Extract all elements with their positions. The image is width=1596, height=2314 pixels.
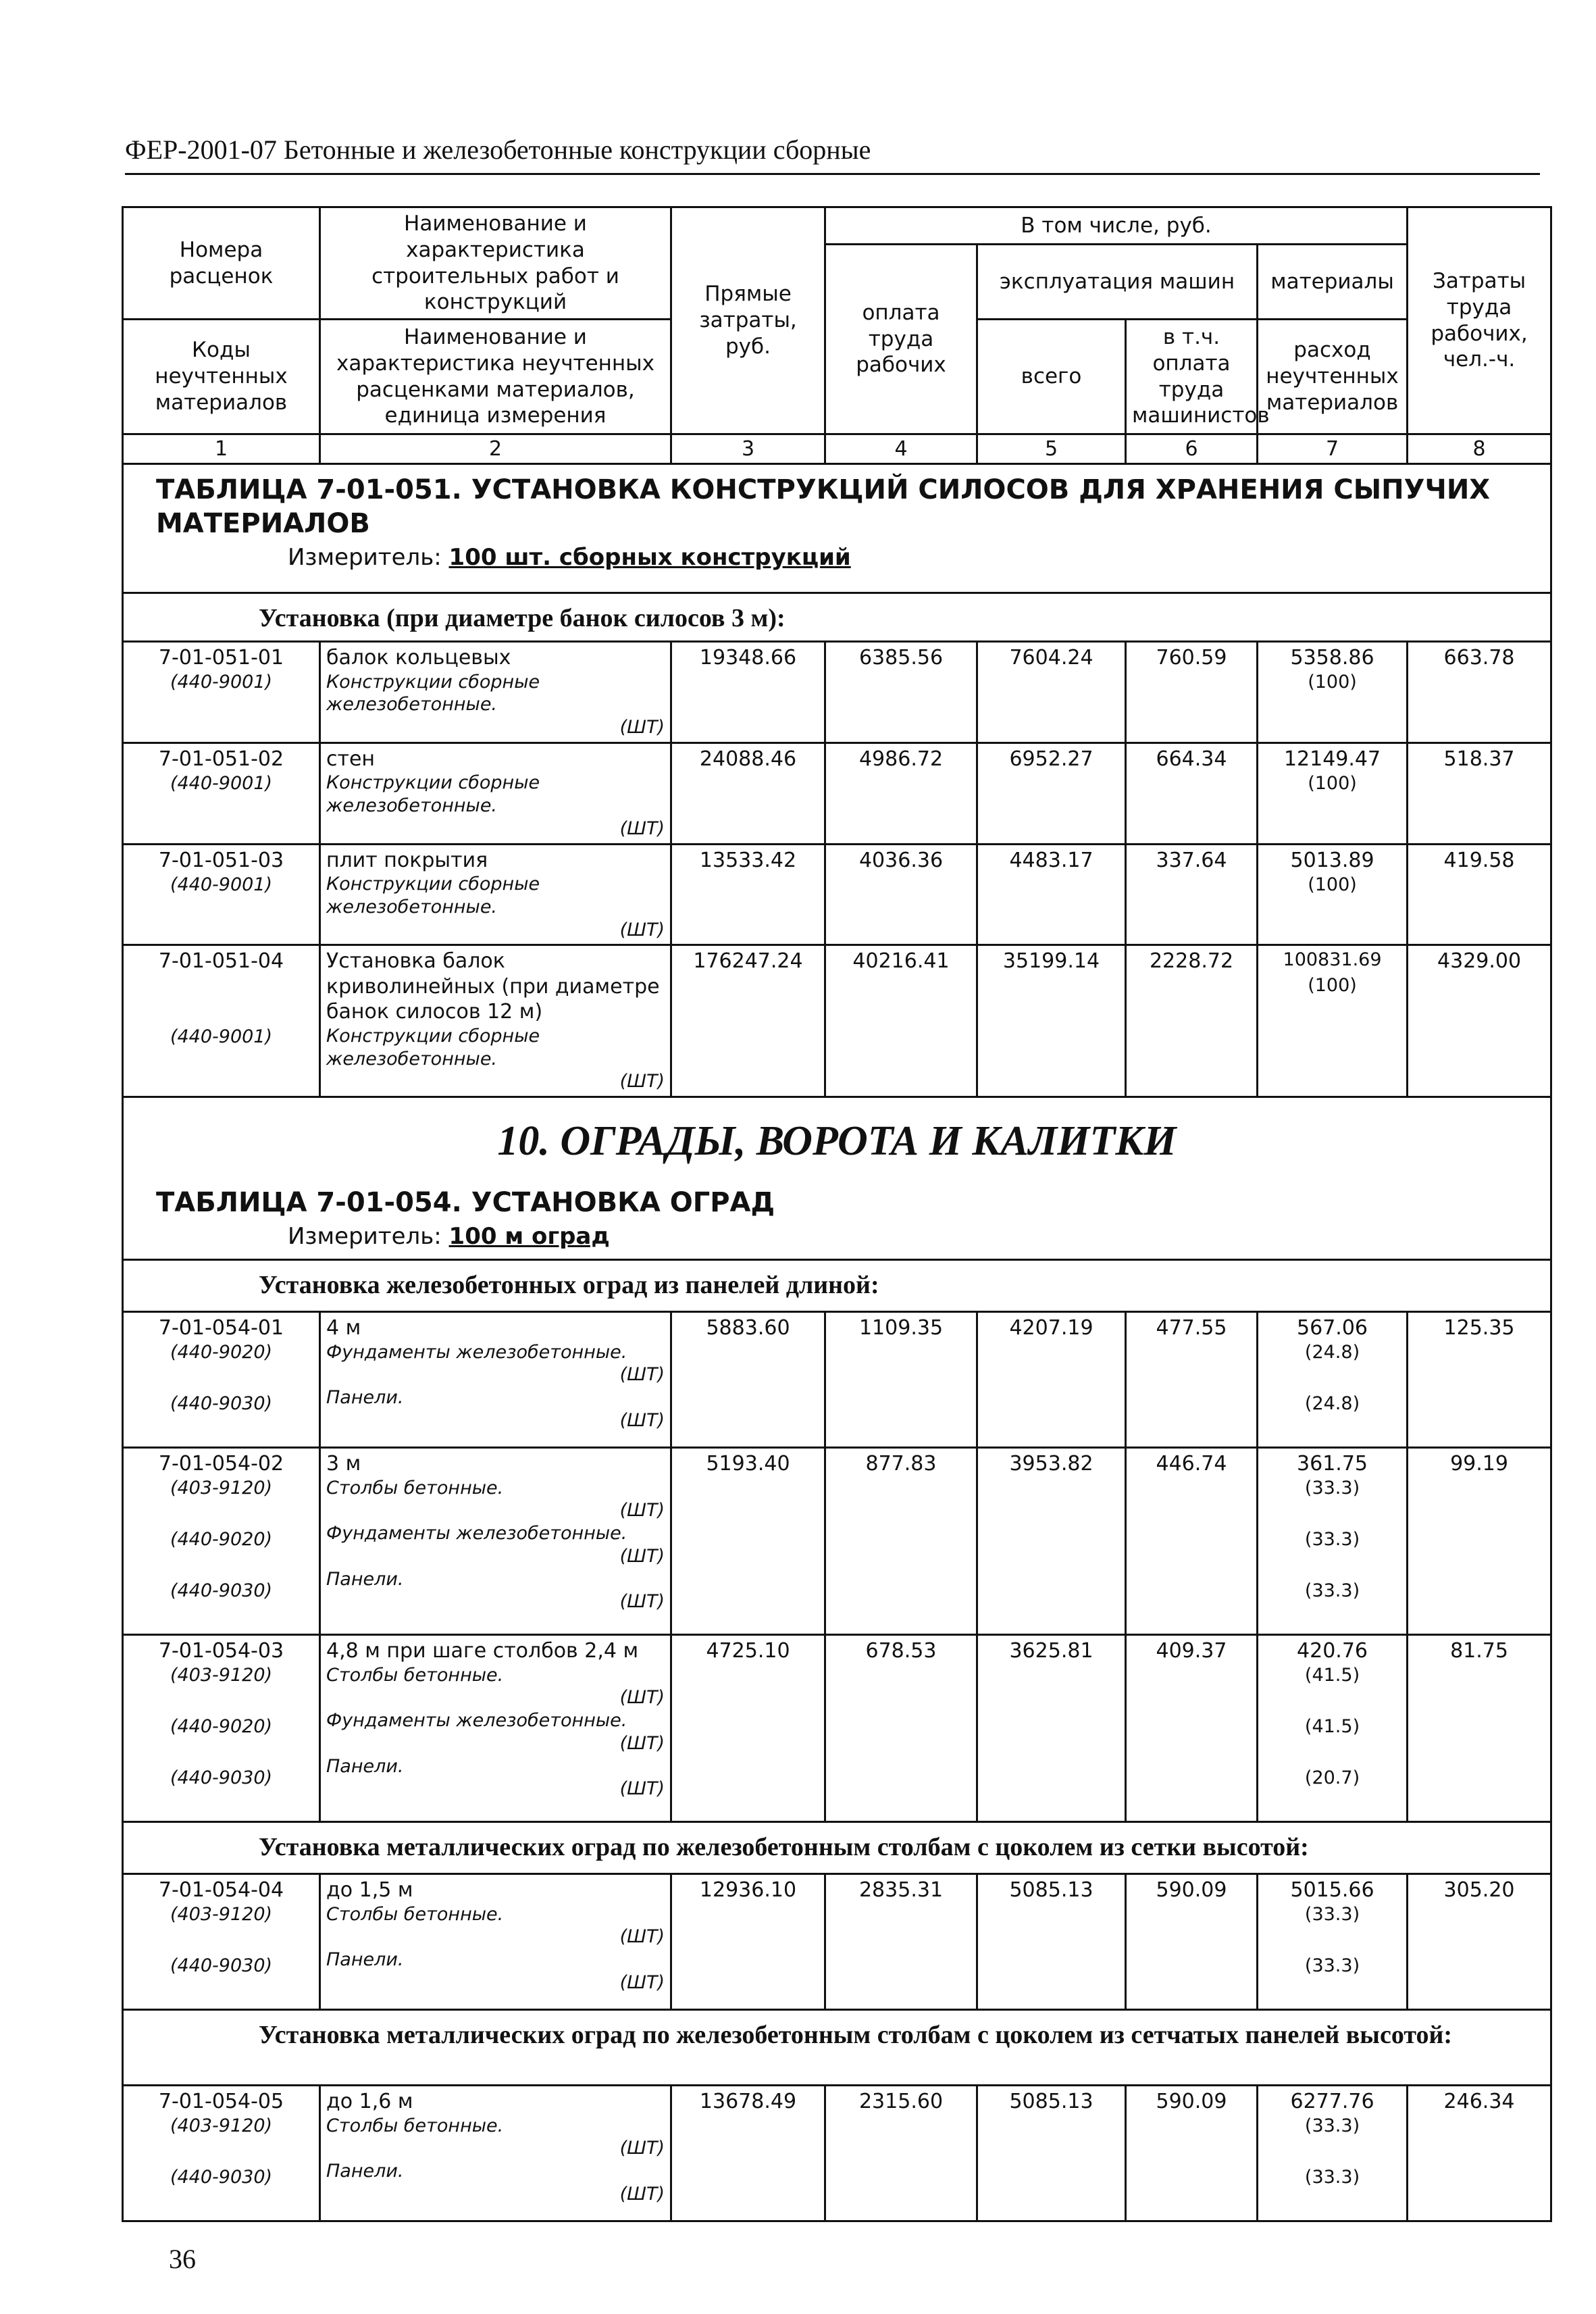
material-quantity: (33.3) [1304, 1478, 1360, 1499]
materials-cost: 567.06 [1297, 1316, 1368, 1340]
subheading-2 [123, 1822, 1551, 1874]
work-description-cell [320, 1635, 671, 1822]
table-head [123, 207, 1551, 464]
subheading: Установка металлических оград по железобетонным столбам с цоколем из сетки высотой: [123, 1822, 1551, 1874]
meter-value: 100 м оград [448, 1222, 610, 1250]
material-quantity: (100) [1308, 975, 1357, 997]
material-unit: (ШТ) [619, 2183, 665, 2205]
material-unit: (ШТ) [619, 1364, 665, 1386]
material-code: (440-9001) [170, 672, 273, 693]
value-labor: 4986.72 [825, 743, 977, 844]
col-num: 4 [825, 434, 977, 464]
value-mach: 35199.14 [977, 945, 1126, 1097]
material-quantity: (33.3) [1304, 2115, 1360, 2136]
rate-code: 7-01-051-02 [158, 747, 284, 771]
head-rate-numbers: Номера расценок [123, 207, 320, 320]
meter [288, 1222, 1538, 1251]
value-mach-labor: 337.64 [1126, 844, 1258, 945]
value-labor: 6385.56 [825, 642, 977, 743]
head-work-name: Наименование и характеристика строительных работ и конструкций [320, 207, 671, 320]
work-description-cell [320, 1874, 671, 2010]
work-description-cell [320, 2086, 671, 2221]
material-name: Фундаменты железобетонные. [326, 1523, 627, 1544]
materials-cost: 5015.66 [1290, 1878, 1374, 1902]
materials-cost: 420.76 [1297, 1639, 1368, 1663]
head-material-name: Наименование и характеристика неучтенных расценками материалов, единица измерения [320, 320, 671, 434]
material-code: (403-9120) [170, 1904, 273, 1925]
material-name: Столбы бетонные. [326, 1477, 504, 1499]
table-row [123, 1448, 1551, 1635]
material-unit: (ШТ) [619, 1071, 665, 1092]
materials-cell [1258, 1635, 1408, 1822]
materials-cost: 361.75 [1297, 1452, 1368, 1476]
work-description-cell [320, 1448, 671, 1635]
column-numbers [123, 434, 1551, 464]
material-quantity: (24.8) [1304, 1342, 1360, 1363]
material-name: Панели. [326, 1387, 404, 1408]
material-name: Панели. [326, 2161, 404, 2182]
labor-hours: 125.35 [1408, 1312, 1551, 1448]
work-name: Установка балок криволинейных (при диаметре банок силосов 12 м) [326, 949, 660, 1024]
meter-label: Измеритель: [288, 544, 442, 571]
value-mach-labor: 760.59 [1126, 642, 1258, 743]
value-labor: 2835.31 [825, 1874, 977, 2010]
table-row [123, 1312, 1551, 1448]
value-mach: 4207.19 [977, 1312, 1126, 1448]
material-name: Панели. [326, 1755, 404, 1777]
value-direct: 4725.10 [671, 1635, 825, 1822]
value-labor: 2315.60 [825, 2086, 977, 2221]
table-title: ТАБЛИЦА 7-01-054. УСТАНОВКА ОГРАД [156, 1186, 775, 1218]
material-code: (440-9030) [170, 1955, 273, 1976]
table-7-01-051 [123, 464, 1551, 642]
material-name: Столбы бетонные. [326, 1664, 504, 1686]
work-name: 4,8 м при шаге столбов 2,4 м [326, 1639, 639, 1663]
work-name: 3 м [326, 1452, 361, 1476]
material-unit: (ШТ) [619, 717, 665, 738]
rate-code-cell [123, 1635, 320, 1822]
materials-cost: 6277.76 [1290, 2090, 1374, 2113]
head-worker-pay: оплата труда рабочих [825, 245, 977, 434]
work-description-cell [320, 945, 671, 1097]
material-quantity: (33.3) [1304, 1580, 1360, 1601]
value-mach-labor: 446.74 [1126, 1448, 1258, 1635]
material-unit: (ШТ) [619, 1778, 665, 1800]
section-block [123, 1097, 1551, 1260]
head-direct-costs: Прямые затраты, руб. [671, 207, 825, 434]
table-row [123, 945, 1551, 1097]
material-name: Панели. [326, 1949, 404, 1970]
material-code: (440-9020) [170, 1342, 273, 1363]
material-unit: (ШТ) [619, 1687, 665, 1709]
material-unit: (ШТ) [619, 1971, 665, 1993]
material-code: (440-9001) [170, 772, 273, 794]
material-code: (440-9030) [170, 1767, 273, 1788]
col-num: 5 [977, 434, 1126, 464]
table-row [123, 1635, 1551, 1822]
rate-code: 7-01-054-05 [158, 2090, 284, 2113]
material-quantity: (33.3) [1304, 1955, 1360, 1976]
meter-value: 100 шт. сборных конструкций [448, 544, 851, 571]
materials-cell [1258, 844, 1408, 945]
value-direct: 13678.49 [671, 2086, 825, 2221]
materials-cost: 100831.69 [1283, 949, 1382, 971]
value-direct: 12936.10 [671, 1874, 825, 2010]
value-mach-labor: 409.37 [1126, 1635, 1258, 1822]
rate-code-cell [123, 2086, 320, 2221]
table-row [123, 743, 1551, 844]
spacer [129, 974, 313, 1000]
value-labor: 40216.41 [825, 945, 977, 1097]
rate-code-cell [123, 1312, 320, 1448]
work-name: 4 м [326, 1316, 361, 1340]
labor-hours: 246.34 [1408, 2086, 1551, 2221]
rate-code: 7-01-051-04 [158, 949, 284, 974]
rows-7-01-054-05 [123, 2086, 1551, 2221]
material-quantity: (41.5) [1304, 1716, 1360, 1737]
col-num: 1 [123, 434, 320, 464]
rate-code: 7-01-054-03 [158, 1639, 284, 1663]
materials-cost: 12149.47 [1283, 747, 1381, 771]
value-mach-labor: 590.09 [1126, 1874, 1258, 2010]
value-mach-labor: 590.09 [1126, 2086, 1258, 2221]
material-name: Фундаменты железобетонные. [326, 1710, 627, 1731]
material-quantity: (100) [1308, 874, 1357, 895]
materials-cost: 5013.89 [1290, 848, 1374, 872]
page-number: 36 [169, 2244, 196, 2274]
materials-cell [1258, 642, 1408, 743]
subheading: Установка (при диаметре банок силосов 3 м): [123, 593, 1551, 642]
work-description-cell [320, 1312, 671, 1448]
material-code: (403-9120) [170, 2115, 273, 2136]
rate-code-cell [123, 1448, 320, 1635]
meter [288, 543, 1538, 572]
head-material-codes: Коды неучтенных материалов [123, 320, 320, 434]
subheading: Установка железобетонных оград из панелей длиной: [123, 1260, 1551, 1312]
material-name: Конструкции сборные железобетонные. [326, 772, 540, 816]
value-mach: 6952.27 [977, 743, 1126, 844]
material-code: (440-9020) [170, 1529, 273, 1550]
material-quantity: (24.8) [1304, 1393, 1360, 1414]
work-description-cell [320, 743, 671, 844]
material-quantity: (41.5) [1304, 1665, 1360, 1686]
head-machines: эксплуатация машин [977, 245, 1258, 320]
material-unit: (ШТ) [619, 2138, 665, 2159]
rate-code-cell [123, 642, 320, 743]
value-direct: 19348.66 [671, 642, 825, 743]
material-code: (440-9001) [170, 1026, 273, 1048]
value-mach-labor: 664.34 [1126, 743, 1258, 844]
materials-cell [1258, 2086, 1408, 2221]
rate-code-cell [123, 1874, 320, 2010]
materials-cell [1258, 1312, 1408, 1448]
rate-code: 7-01-054-01 [158, 1316, 284, 1340]
material-quantity: (100) [1308, 772, 1357, 794]
rows-7-01-054-03 [123, 1635, 1551, 1822]
col-num: 2 [320, 434, 671, 464]
price-table [122, 206, 1552, 2222]
material-name: Конструкции сборные железобетонные. [326, 671, 540, 715]
rate-code: 7-01-054-02 [158, 1452, 284, 1476]
material-quantity: (33.3) [1304, 1904, 1360, 1925]
value-labor: 877.83 [825, 1448, 977, 1635]
table-row [123, 844, 1551, 945]
value-mach: 4483.17 [977, 844, 1126, 945]
table-title-block [123, 464, 1551, 593]
head-machines-total: всего [977, 320, 1126, 434]
value-direct: 5193.40 [671, 1448, 825, 1635]
rate-code: 7-01-051-03 [158, 848, 284, 872]
col-num: 6 [1126, 434, 1258, 464]
material-unit: (ШТ) [619, 1591, 665, 1613]
table-7-01-054 [123, 1097, 1551, 1312]
head-operator-pay: в т.ч. оплата труда машинистов [1126, 320, 1258, 434]
material-name: Панели. [326, 1568, 404, 1590]
labor-hours: 663.78 [1408, 642, 1551, 743]
value-mach-labor: 477.55 [1126, 1312, 1258, 1448]
work-name: до 1,5 м [326, 1878, 413, 1902]
material-quantity: (33.3) [1304, 1529, 1360, 1550]
value-mach: 3953.82 [977, 1448, 1126, 1635]
rows-7-01-051 [123, 642, 1551, 1097]
rate-code: 7-01-051-01 [158, 646, 284, 670]
section-title: 10. ОГРАДЫ, ВОРОТА И КАЛИТКИ [497, 1118, 1177, 1164]
head-including: В том числе, руб. [825, 207, 1408, 245]
rows-7-01-054-02 [123, 1448, 1551, 1635]
col-num: 8 [1408, 434, 1551, 464]
labor-hours: 518.37 [1408, 743, 1551, 844]
value-mach: 3625.81 [977, 1635, 1126, 1822]
material-code: (403-9120) [170, 1478, 273, 1499]
labor-hours: 4329.00 [1408, 945, 1551, 1097]
material-unit: (ШТ) [619, 1926, 665, 1948]
material-unit: (ШТ) [619, 1500, 665, 1521]
head-materials: материалы [1258, 245, 1408, 320]
material-quantity: (20.7) [1304, 1767, 1360, 1788]
value-mach: 7604.24 [977, 642, 1126, 743]
table-title: ТАБЛИЦА 7-01-051. УСТАНОВКА КОНСТРУКЦИЙ СИЛОСОВ ДЛЯ ХРАНЕНИЯ СЫПУЧИХ МАТЕРИАЛОВ [156, 474, 1491, 539]
work-description-cell [320, 642, 671, 743]
subheading-3 [123, 2010, 1551, 2086]
material-name: Конструкции сборные железобетонные. [326, 1025, 540, 1070]
spacer [129, 1000, 313, 1026]
material-code: (440-9020) [170, 1716, 273, 1737]
rate-code-cell [123, 945, 320, 1097]
rate-code: 7-01-054-04 [158, 1878, 284, 1902]
rate-code-cell [123, 743, 320, 844]
value-labor: 4036.36 [825, 844, 977, 945]
value-mach-labor: 2228.72 [1126, 945, 1258, 1097]
value-labor: 1109.35 [825, 1312, 977, 1448]
materials-cell [1258, 743, 1408, 844]
material-unit: (ШТ) [619, 919, 665, 940]
value-direct: 5883.60 [671, 1312, 825, 1448]
header-rule [125, 173, 1540, 175]
table-row [123, 2086, 1551, 2221]
table-row [123, 642, 1551, 743]
material-code: (440-9030) [170, 2167, 273, 2188]
materials-cell [1258, 945, 1408, 1097]
labor-hours: 81.75 [1408, 1635, 1551, 1822]
value-mach: 5085.13 [977, 1874, 1126, 2010]
material-code: (440-9001) [170, 874, 273, 895]
col-num: 7 [1258, 434, 1408, 464]
materials-cost: 5358.86 [1290, 646, 1374, 670]
material-name: Фундаменты железобетонные. [326, 1341, 627, 1363]
work-description-cell [320, 844, 671, 945]
head-unaccounted-materials: расход неучтенных материалов [1258, 320, 1408, 434]
labor-hours: 99.19 [1408, 1448, 1551, 1635]
material-code: (440-9030) [170, 1580, 273, 1601]
subheading: Установка металлических оград по железобетонным столбам с цоколем из сетчатых панелей высотой: [123, 2010, 1551, 2086]
material-unit: (ШТ) [619, 1732, 665, 1754]
head-labor-hours: Затраты труда рабочих, чел.-ч. [1408, 207, 1551, 434]
page-header: ФЕР-2001-07 Бетонные и железобетонные конструкции сборные [125, 134, 871, 165]
value-direct: 176247.24 [671, 945, 825, 1097]
value-direct: 24088.46 [671, 743, 825, 844]
table-row [123, 1874, 1551, 2010]
col-num: 3 [671, 434, 825, 464]
materials-cell [1258, 1874, 1408, 2010]
material-unit: (ШТ) [619, 818, 665, 839]
material-quantity: (33.3) [1304, 2167, 1360, 2188]
work-name: стен [326, 747, 376, 771]
rate-code-cell [123, 844, 320, 945]
value-direct: 13533.42 [671, 844, 825, 945]
rows-7-01-054-04 [123, 1874, 1551, 2010]
material-unit: (ШТ) [619, 1545, 665, 1567]
labor-hours: 419.58 [1408, 844, 1551, 945]
rows-7-01-054-01 [123, 1312, 1551, 1448]
material-unit: (ШТ) [619, 1409, 665, 1431]
material-code: (403-9120) [170, 1665, 273, 1686]
materials-cell [1258, 1448, 1408, 1635]
material-name: Конструкции сборные железобетонные. [326, 874, 540, 917]
material-code: (440-9030) [170, 1393, 273, 1414]
value-mach: 5085.13 [977, 2086, 1126, 2221]
value-labor: 678.53 [825, 1635, 977, 1822]
material-quantity: (100) [1308, 672, 1357, 693]
work-name: плит покрытия [326, 848, 488, 872]
material-name: Столбы бетонные. [326, 1903, 504, 1925]
labor-hours: 305.20 [1408, 1874, 1551, 2010]
work-name: балок кольцевых [326, 646, 511, 670]
material-name: Столбы бетонные. [326, 2115, 504, 2136]
meter-label: Измеритель: [288, 1222, 442, 1250]
work-name: до 1,6 м [326, 2090, 413, 2113]
